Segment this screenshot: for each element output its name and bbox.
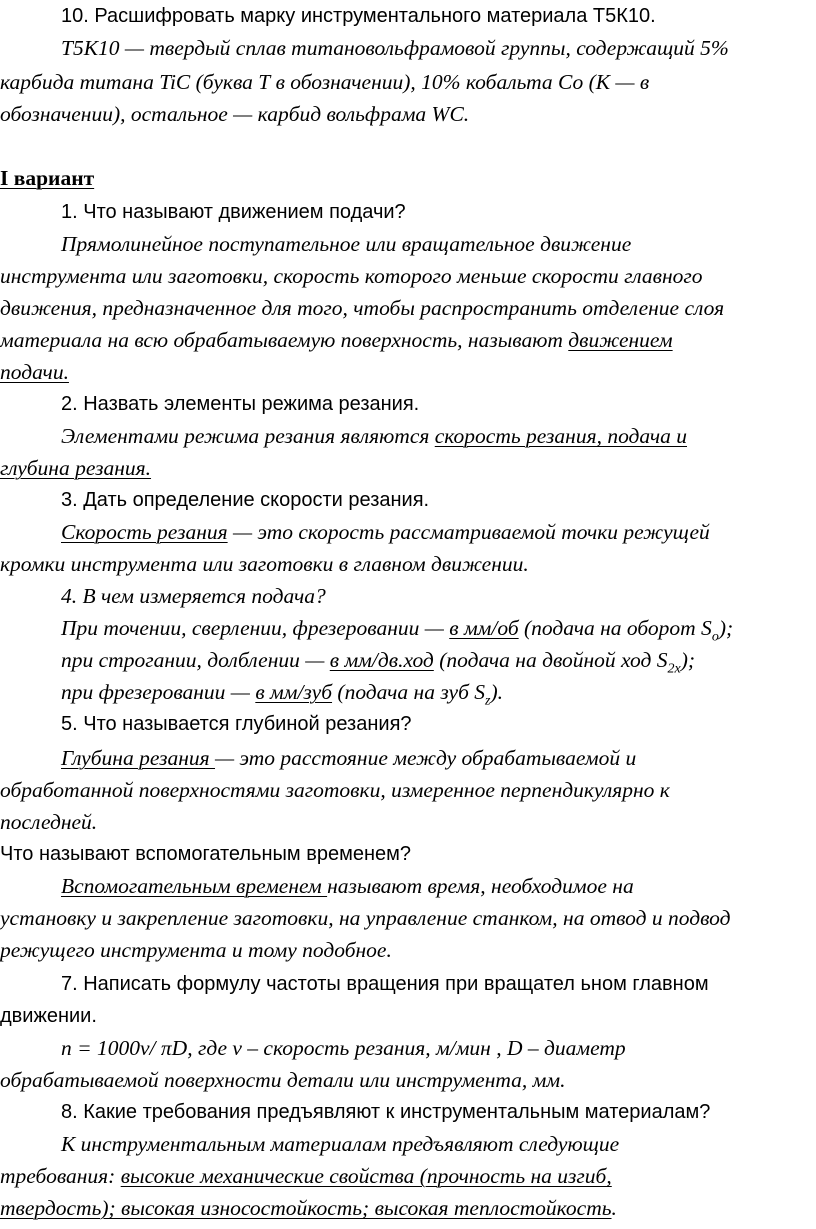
answer-1-line-3: движения, предназначенное для того, чтобы распространить отделение слоя (0, 296, 725, 320)
answer-6-line-2: установку и закрепление заготовки, на управление станком, на отвод и подвод (0, 906, 731, 930)
answer-10-line-1: Т5К10 — твердый сплав титановольфрамовой группы, содержащий 5% (61, 36, 729, 60)
answer-4-2-sub: 2х (667, 661, 681, 677)
answer-4-3-note: (подача на зуб S (332, 680, 486, 704)
answer-6-text: называют время, необходимое на (327, 874, 634, 898)
answer-1-line-4 (0, 324, 816, 356)
answer-3-line-2: кромки инструмента или заготовки в главном движении. (0, 552, 529, 576)
answer-1-line-1: Прямолинейное поступательное или вращательное движение (61, 232, 632, 256)
answer-4-1-note: (подача на оборот S (518, 616, 712, 640)
answer-4-1-unit: в мм/об (449, 616, 519, 640)
answer-1-line-5 (0, 356, 816, 388)
answer-4-1-text: При точении, сверлении, фрезеровании — (61, 616, 450, 640)
answer-2-term: скорость резания, подача и (434, 424, 688, 448)
answer-8-text: требования: (0, 1164, 121, 1188)
answer-10-line-2: карбида титана TiC (буква Т в обозначении), 10% кобальта Со (К — в (0, 70, 650, 94)
answer-2-line-1 (0, 420, 816, 452)
question-2: 2. Назвать элементы режима резания. (61, 393, 420, 415)
variant-heading: I вариант (0, 166, 95, 190)
question-10: 10. Расшифровать марку инструментального материала Т5К10. (61, 5, 656, 27)
answer-5-text: — это расстояние между обрабатываемой и (215, 746, 637, 770)
answer-4-3-unit: в мм/зуб (255, 680, 333, 704)
answer-8-term-end: твердость); высокая износостойкость; высокая теплостойкость (0, 1196, 612, 1220)
answer-8-line-3 (0, 1192, 816, 1224)
question-8: 8. Какие требования предъявляют к инструментальным материалам? (61, 1101, 711, 1123)
question-7-line-2: движении. (0, 1005, 97, 1027)
answer-3-term: Скорость резания (61, 520, 228, 544)
answer-8-line-2 (0, 1160, 816, 1192)
answer-4-3-text: при фрезеровании — (61, 680, 256, 704)
answer-4-3-end: ). (490, 680, 504, 704)
answer-5-line-3: последней. (0, 810, 98, 834)
answer-7-line-2: обрабатываемой поверхности детали или инструмента, мм. (0, 1068, 566, 1092)
answer-4-2-text: при строгании, долблении — (61, 648, 330, 672)
answer-8-term: высокие механические свойства (прочность на изгиб, (120, 1164, 612, 1188)
answer-1-line-2: инструмента или заготовки, скорость которого меньше скорости главного (0, 264, 703, 288)
answer-2-text: Элементами режима резания являются (61, 424, 435, 448)
answer-1-term-end: подачи. (0, 360, 69, 384)
answer-5-term: Глубина резания (61, 746, 216, 770)
answer-1-term: движением (568, 328, 673, 352)
answer-2-line-2 (0, 452, 816, 484)
answer-3-text: — это скорость рассматриваемой точки режущей (227, 520, 710, 544)
answer-4-2-end: ); (680, 648, 696, 672)
answer-6-line-1 (0, 870, 816, 902)
answer-4-3-sub: z (485, 693, 491, 709)
question-4: 4. В чем измеряется подача? (61, 584, 326, 608)
question-6: Что называют вспомогательным временем? (0, 843, 411, 865)
question-5: 5. Что называется глубиной резания? (61, 713, 412, 735)
question-3: 3. Дать определение скорости резания. (61, 489, 430, 511)
answer-3-line-1 (0, 516, 816, 548)
answer-7-formula: n = 1000v/ πD, где v – скорость резания, м/мин , D – диаметр (61, 1036, 626, 1060)
answer-4-1-end: ); (718, 616, 734, 640)
answer-6-term: Вспомогательным временем (61, 874, 328, 898)
question-1: 1. Что называют движением подачи? (61, 201, 406, 223)
answer-1-text: материала на всю обрабатываемую поверхность, называют (0, 328, 569, 352)
answer-4-2-note: (подача на двойной ход S (433, 648, 668, 672)
answer-8-line-1: К инструментальным материалам предъявляют следующие (61, 1132, 620, 1156)
answer-5-line-1 (0, 742, 816, 774)
answer-8-end: . (611, 1196, 617, 1220)
answer-4-2-unit: в мм/дв.ход (329, 648, 434, 672)
answer-10-line-3: обозначении), остальное — карбид вольфрама WC. (0, 102, 470, 126)
answer-2-term-end: глубина резания. (0, 456, 152, 480)
answer-6-line-3: режущего инструмента и тому подобное. (0, 938, 392, 962)
answer-5-line-2: обработанной поверхностями заготовки, измеренное перпендикулярно к (0, 778, 670, 802)
question-7-line-1: 7. Написать формулу частоты вращения при вращател ьном главном (61, 973, 709, 995)
answer-4-1-sub: о (711, 629, 719, 645)
